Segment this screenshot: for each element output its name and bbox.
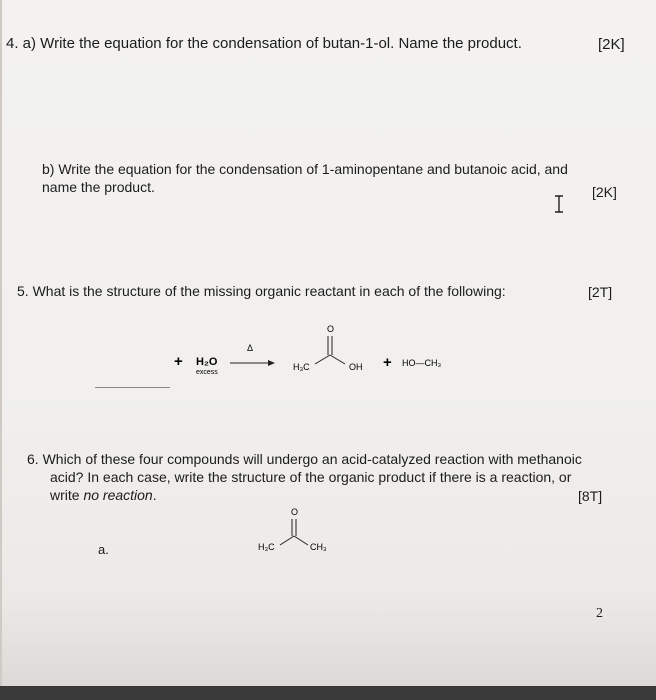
question-6-line3: write no reaction. [50,487,157,503]
oh-label: OH [349,362,363,372]
part-a-label: a. [98,542,109,557]
question-4a-marks: [2K] [598,36,625,53]
bottom-shadow-band [0,686,656,700]
water-label: H₂O [196,356,218,368]
heat-symbol: Δ [247,343,254,353]
question-4b-line1: b) Write the equation for the condensation of 1-aminopentane and butanoic acid, and [42,161,568,177]
h3c-label: H₃C [258,542,275,552]
page-edge [0,0,2,700]
question-5-text: 5. What is the structure of the missing organic reactant in each of the following: [17,283,506,299]
bond [315,355,330,364]
bond [294,536,308,545]
bond [280,536,294,545]
question-5-marks: [2T] [588,284,613,300]
question-4b-line2: name the product. [42,179,155,195]
answer-blank-line [95,387,170,388]
question-4b-marks: [2K] [592,184,617,200]
question-6-marks: [8T] [578,488,603,504]
excess-label: excess [196,369,218,376]
bond [330,355,345,364]
carbonyl-oxygen-label: O [327,324,335,334]
h3c-label: H₃C [293,362,310,372]
question-6-line2: acid? In each case, write the structure of the organic product if there is a reaction, or [50,469,572,485]
acetone-structure [248,505,348,560]
plus-sign: + [174,353,183,370]
text-cursor-icon [552,195,566,213]
reaction-equation-5 [150,322,490,382]
arrow-head-icon [268,360,275,366]
carbonyl-oxygen-label: O [291,507,299,517]
plus-sign-2: + [383,354,392,371]
methanol-label: HO—CH₃ [402,358,442,368]
page-number: 2 [596,606,603,621]
ch3-label: CH₃ [310,542,327,552]
question-4a-text: 4. a) Write the equation for the condensation of butan-1-ol. Name the product. [6,35,522,52]
no-reaction-text: no reaction [83,487,153,503]
question-6-line1: 6. Which of these four compounds will undergo an acid-catalyzed reaction with methanoic [27,451,582,467]
